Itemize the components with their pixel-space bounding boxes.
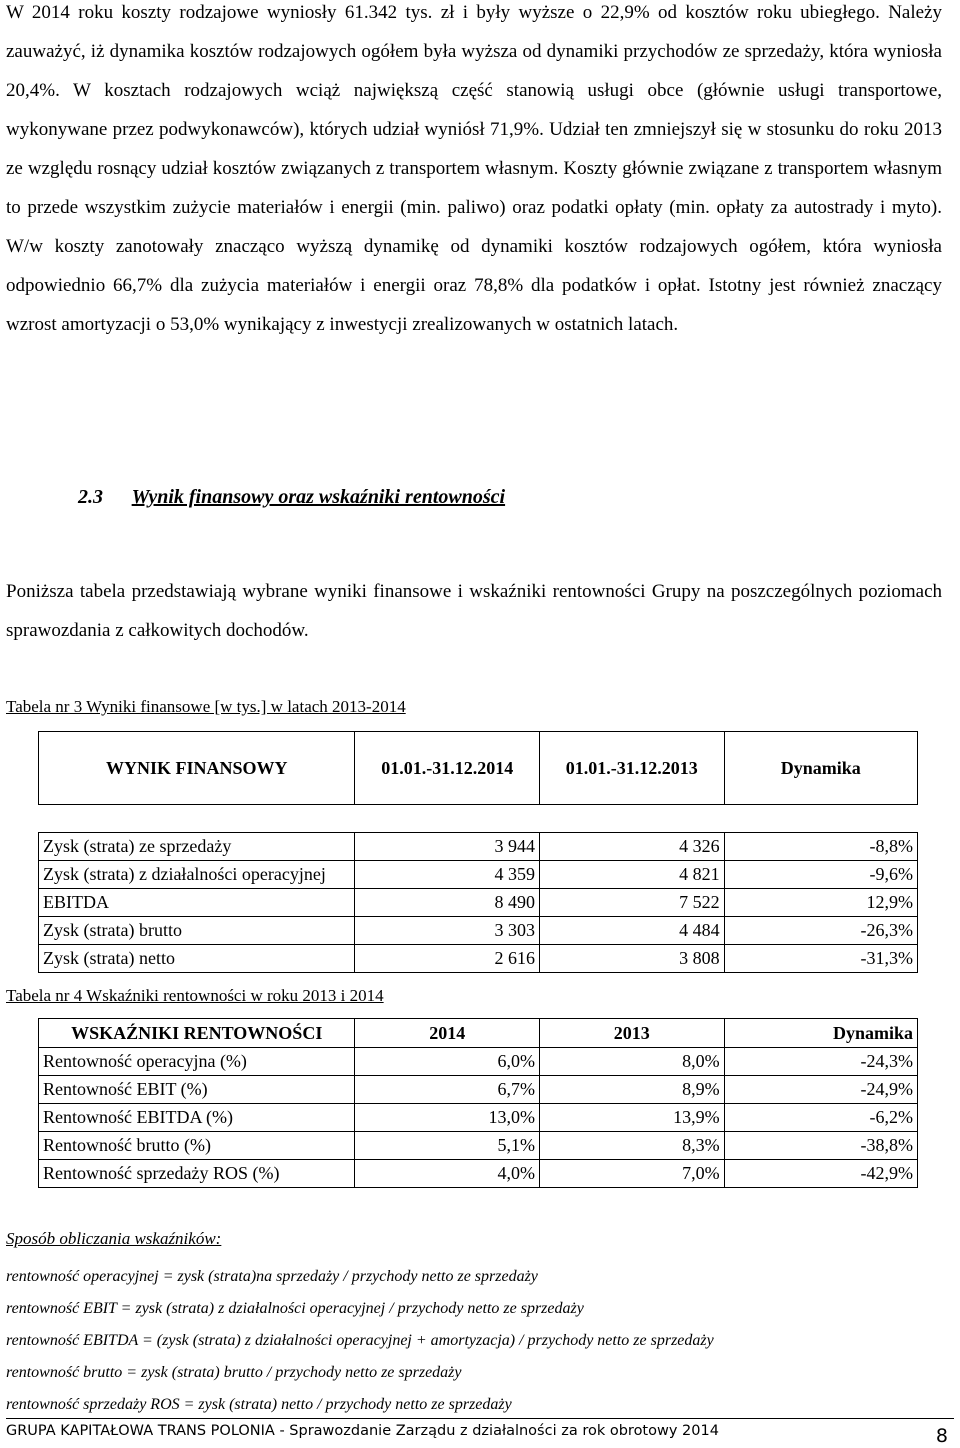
col-header-dynamics: Dynamika — [724, 732, 917, 805]
method-line: rentowność EBIT = zysk (strata) z działalności operacyjnej / przychody netto ze sprzedaży — [6, 1300, 584, 1317]
cell-value: 8,3% — [540, 1132, 725, 1160]
table-row — [39, 917, 918, 945]
cell-value: 6,7% — [355, 1076, 540, 1104]
cell-value: 13,9% — [540, 1104, 725, 1132]
col-header-dynamics: Dynamika — [724, 1019, 917, 1048]
cell-value: -26,3% — [724, 917, 917, 945]
cell-label: Rentowność EBITDA (%) — [39, 1104, 355, 1132]
table-row — [39, 1132, 918, 1160]
table-row — [39, 889, 918, 917]
cell-value: 13,0% — [355, 1104, 540, 1132]
col-header-2013: 2013 — [540, 1019, 725, 1048]
method-line: rentowność EBITDA = (zysk (strata) z działalności operacyjnej + amortyzacja) / przychody netto ze sprzedaży — [6, 1332, 714, 1349]
cell-value: -9,6% — [724, 861, 917, 889]
cell-value: 7,0% — [540, 1160, 725, 1188]
cell-value: 6,0% — [355, 1048, 540, 1076]
cell-value: 8,9% — [540, 1076, 725, 1104]
cell-value: -24,9% — [724, 1076, 917, 1104]
table-row — [39, 1160, 918, 1188]
method-line: rentowność operacyjnej = zysk (strata)na sprzedaży / przychody netto ze sprzedaży — [6, 1268, 538, 1285]
cell-label: Zysk (strata) z działalności operacyjnej — [39, 861, 355, 889]
cell-value: -42,9% — [724, 1160, 917, 1188]
footer-text: GRUPA KAPITAŁOWA TRANS POLONIA - Sprawozdanie Zarządu z działalności za rok obrotowy 2014 — [6, 1423, 719, 1439]
table-row — [39, 1076, 918, 1104]
cell-label: Zysk (strata) ze sprzedaży — [39, 833, 355, 861]
cell-value: 4 484 — [540, 917, 725, 945]
cell-value: 8,0% — [540, 1048, 725, 1076]
cell-value: 3 303 — [355, 917, 540, 945]
col-header-result: WYNIK FINANSOWY — [39, 732, 355, 805]
table-row — [39, 945, 918, 973]
cell-value: 4 821 — [540, 861, 725, 889]
table-header-row — [39, 732, 918, 805]
financial-results-table — [38, 731, 918, 973]
section-number: 2.3 — [78, 486, 103, 508]
paragraph-costs: W 2014 roku koszty rodzajowe wyniosły 61.342 tys. zł i były wyższe o 22,9% od kosztów roku ubiegłego. Należy zauważyć, iż dynamika kosztów rodzajowych ogółem była wyższa od dynamiki przychodów ze sprzedaży, która wyniosła 20,4%. W kosztach rodzajowych wciąż największą część stanowią usługi obce (głównie usługi transportowe, wykonywane przez podwykonawców), których udział wyniósł 71,9%. Udział ten zmniejszył się w stosunku do roku 2013 ze względu rosnący udział kosztów związanych z transportem własnym. Koszty głównie związane z transportem własnym to przede wszystkim zużycie materiałów i energii (min. paliwo) oraz podatki opłaty (min. opłaty za autostrady i myto). W/w koszty zanotowały znacząco wyższą dynamikę od dynamiki kosztów rodzajowych ogółem, która wyniosła odpowiednio 66,7% dla zużycia materiałów i energii oraz 78,8% dla podatków i opłat. Istotny jest również znaczący wzrost amortyzacji o 53,0% wynikający z inwestycji zrealizowanych w ostatnich latach. — [6, 2, 942, 335]
paragraph-intro: Poniższa tabela przedstawiają wybrane wyniki finansowe i wskaźniki rentowności Grupy na poszczególnych poziomach sprawozdania z całkowitych dochodów. — [6, 581, 942, 641]
cell-value: -38,8% — [724, 1132, 917, 1160]
cell-label: EBITDA — [39, 889, 355, 917]
cell-value: -6,2% — [724, 1104, 917, 1132]
method-line: rentowność brutto = zysk (strata) brutto / przychody netto ze sprzedaży — [6, 1364, 462, 1381]
cell-value: 4 359 — [355, 861, 540, 889]
cell-value: 12,9% — [724, 889, 917, 917]
methods-title: Sposób obliczania wskaźników: — [6, 1229, 222, 1248]
table-header-row — [39, 1019, 918, 1048]
cell-value: -8,8% — [724, 833, 917, 861]
col-header-2013: 01.01.-31.12.2013 — [540, 732, 725, 805]
section-title: Wynik finansowy oraz wskaźniki rentowności — [131, 486, 506, 508]
table-row — [39, 833, 918, 861]
method-line: rentowność sprzedaży ROS = zysk (strata) netto / przychody netto ze sprzedaży — [6, 1396, 512, 1413]
cell-value: -24,3% — [724, 1048, 917, 1076]
cell-label: Rentowność brutto (%) — [39, 1132, 355, 1160]
cell-label: Rentowność operacyjna (%) — [39, 1048, 355, 1076]
calculation-methods — [6, 1229, 942, 1421]
page-footer — [6, 1418, 954, 1447]
cell-value: 4,0% — [355, 1160, 540, 1188]
profitability-table — [38, 1018, 918, 1188]
cell-value: 5,1% — [355, 1132, 540, 1160]
cell-value: 8 490 — [355, 889, 540, 917]
cell-label: Rentowność EBIT (%) — [39, 1076, 355, 1104]
cell-value: 7 522 — [540, 889, 725, 917]
table-row — [39, 861, 918, 889]
cell-value: 3 944 — [355, 833, 540, 861]
table2-caption: Tabela nr 4 Wskaźniki rentowności w roku 2013 i 2014 — [6, 986, 384, 1005]
cell-label: Zysk (strata) brutto — [39, 917, 355, 945]
cell-value: 2 616 — [355, 945, 540, 973]
cell-value: 3 808 — [540, 945, 725, 973]
col-header-2014: 01.01.-31.12.2014 — [355, 732, 540, 805]
section-heading — [78, 486, 505, 509]
cell-value: 4 326 — [540, 833, 725, 861]
cell-label: Rentowność sprzedaży ROS (%) — [39, 1160, 355, 1188]
col-header-ratio: WSKAŹNIKI RENTOWNOŚCI — [39, 1019, 355, 1048]
col-header-2014: 2014 — [355, 1019, 540, 1048]
table-row — [39, 1104, 918, 1132]
cell-label: Zysk (strata) netto — [39, 945, 355, 973]
table1-caption: Tabela nr 3 Wyniki finansowe [w tys.] w latach 2013-2014 — [6, 697, 406, 716]
table-row — [39, 1048, 918, 1076]
cell-value: -31,3% — [724, 945, 917, 973]
page-number: 8 — [935, 1425, 948, 1447]
